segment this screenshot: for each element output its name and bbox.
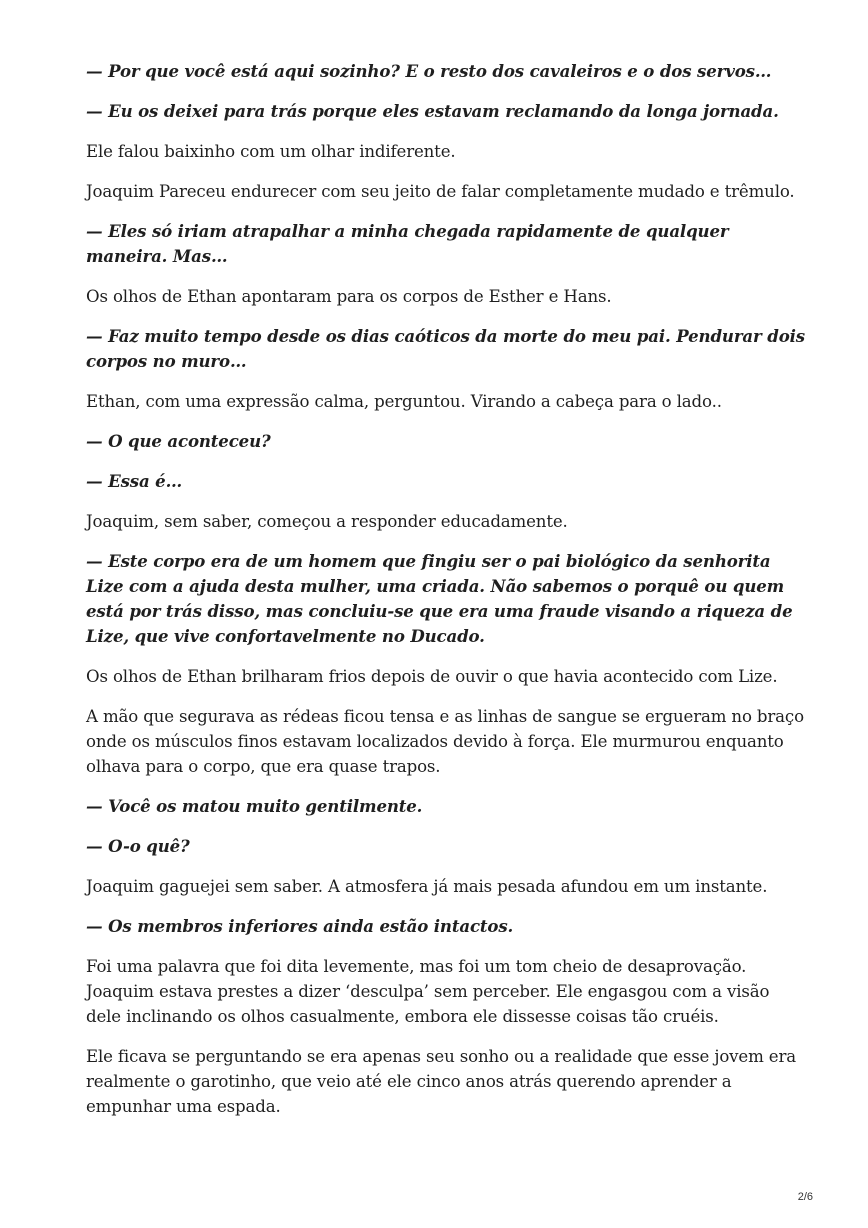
dialogue-paragraph: — O que aconteceu? (86, 431, 271, 451)
dialogue-paragraph: — Eles só iriam atrapalhar a minha chegada rapidamente de qualquer maneira. Mas… (86, 221, 729, 266)
narration-paragraph: Ele falou baixinho com um olhar indiferente. (86, 142, 456, 161)
dialogue-paragraph: — Por que você está aqui sozinho? E o resto dos cavaleiros e o dos servos… (86, 61, 772, 81)
dialogue-paragraph: — O-o quê? (86, 836, 190, 856)
page-number: 2/6 (797, 1191, 813, 1203)
narration-paragraph: Os olhos de Ethan brilharam frios depois de ouvir o que havia acontecido com Lize. (86, 667, 778, 686)
narration-paragraph: Joaquim gaguejei sem saber. A atmosfera já mais pesada afundou em um instante. (86, 877, 768, 896)
dialogue-paragraph: — Faz muito tempo desde os dias caóticos da morte do meu pai. Pendurar dois corpos no muro… (86, 326, 805, 371)
narration-paragraph: Joaquim Pareceu endurecer com seu jeito de falar completamente mudado e trêmulo. (86, 182, 795, 201)
dialogue-paragraph: — Este corpo era de um homem que fingiu ser o pai biológico da senhorita Lize com a ajuda desta mulher, uma criada. Não sabemos o porquê ou quem está por trás disso, mas concluiu-se que era uma fraude visando a riqueza de Lize, que vive confortavelmente no Ducado. (86, 551, 793, 646)
narration-paragraph: Ethan, com uma expressão calma, perguntou. Virando a cabeça para o lado.. (86, 392, 722, 411)
dialogue-paragraph: — Os membros inferiores ainda estão intactos. (86, 916, 514, 936)
narration-paragraph: Os olhos de Ethan apontaram para os corpos de Esther e Hans. (86, 287, 612, 306)
narration-paragraph: Foi uma palavra que foi dita levemente, mas foi um tom cheio de desaprovação. Joaquim estava prestes a dizer ‘desculpa’ sem perceber. Ele engasgou com a visão dele inclinando os olhos casualmente, embora ele dissesse coisas tão cruéis. (86, 957, 770, 1026)
narration-paragraph: A mão que segurava as rédeas ficou tensa e as linhas de sangue se ergueram no braço onde os músculos finos estavam localizados devido à força. Ele murmurou enquanto olhava para o corpo, que era quase trapos. (86, 707, 804, 776)
narration-paragraph: Ele ficava se perguntando se era apenas seu sonho ou a realidade que esse jovem era realmente o garotinho, que veio até ele cinco anos atrás querendo aprender a empunhar uma espada. (86, 1047, 796, 1116)
narration-paragraph: Joaquim, sem saber, começou a responder educadamente. (86, 512, 568, 531)
dialogue-paragraph: — Eu os deixei para trás porque eles estavam reclamando da longa jornada. (86, 101, 779, 121)
dialogue-paragraph: — Você os matou muito gentilmente. (86, 796, 423, 816)
dialogue-paragraph: — Essa é… (86, 471, 183, 491)
